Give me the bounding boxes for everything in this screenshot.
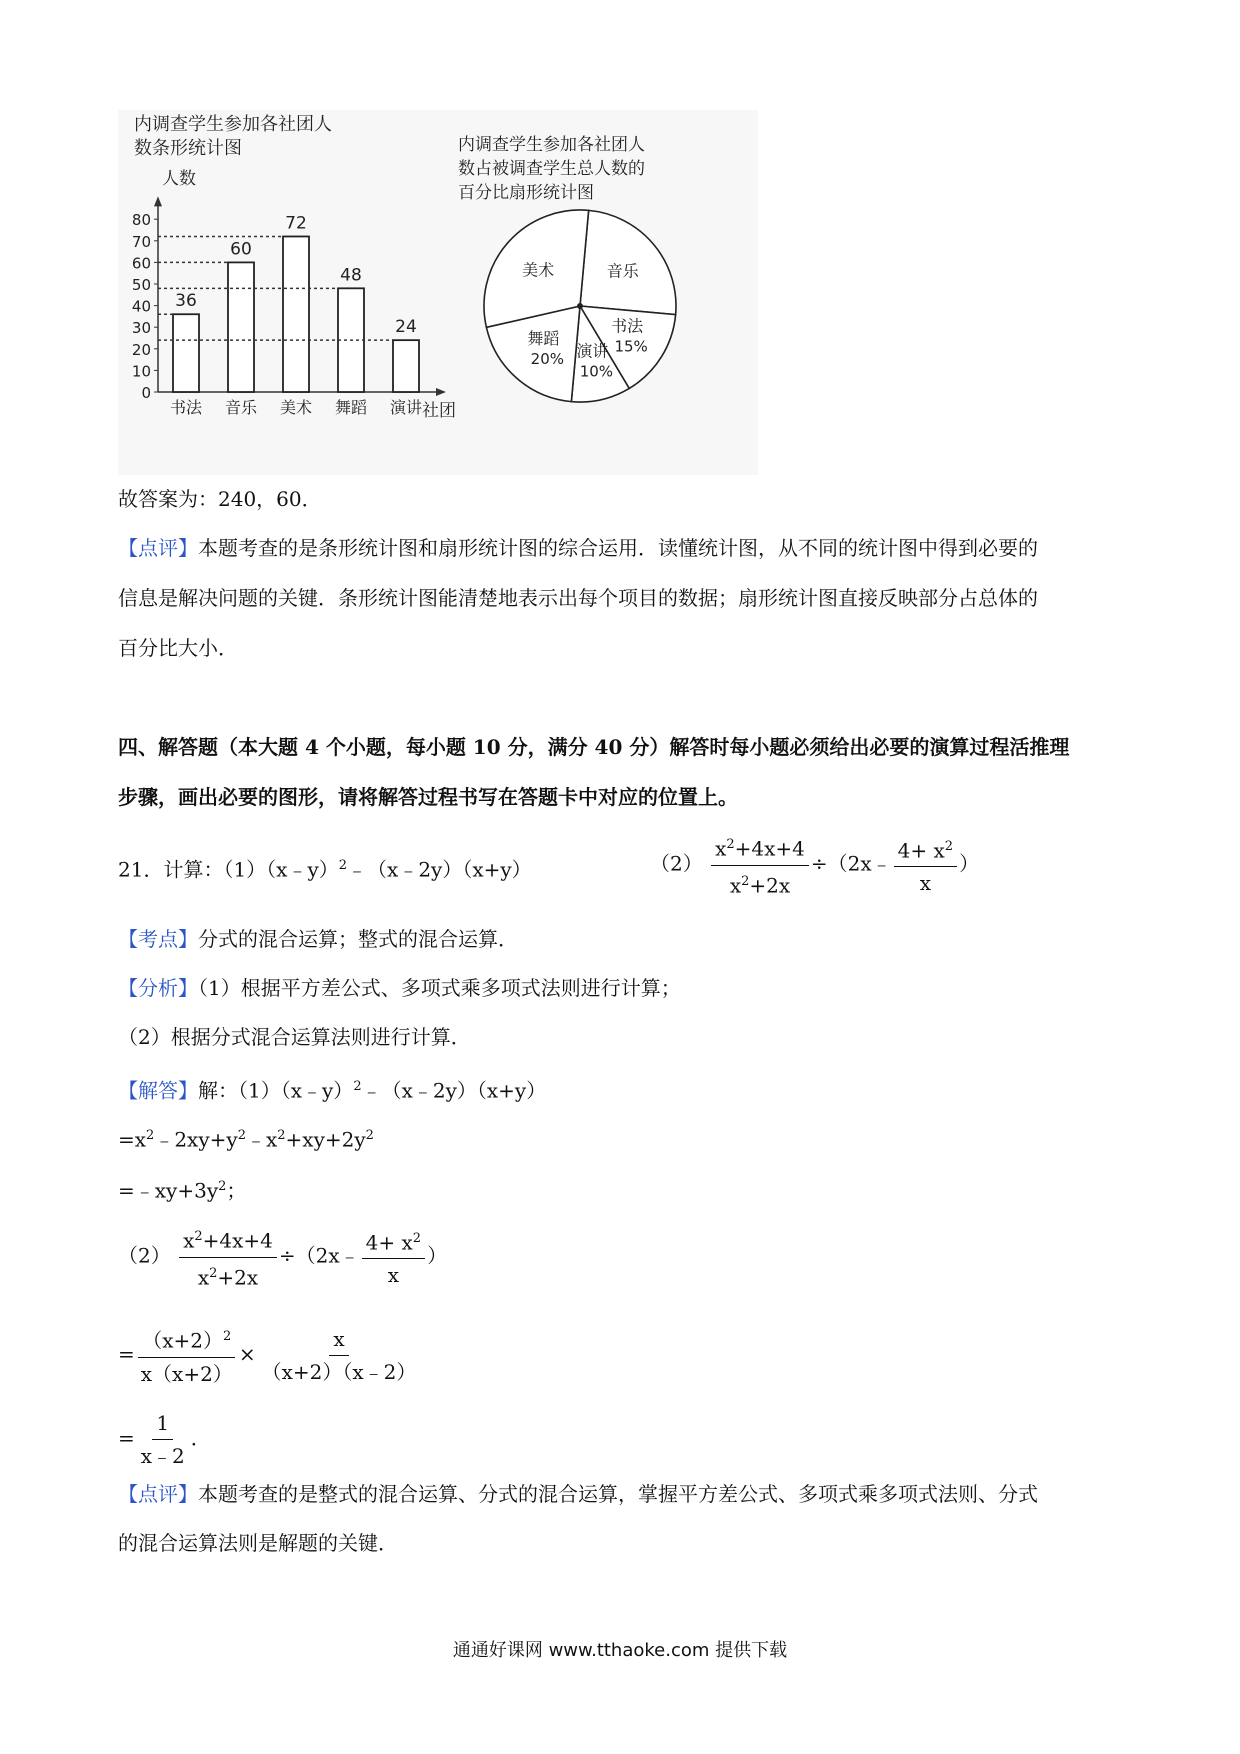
question-21-part-2 (650, 830, 979, 900)
bar-演讲 (393, 340, 419, 392)
x-axis-arrow (436, 388, 446, 396)
fraction-1-numerator: $x^2+4x+4$ (711, 830, 809, 866)
pie-percent-label: 10% (579, 362, 614, 381)
y-tick-label: 40 (131, 297, 151, 316)
y-tick-label: 10 (131, 362, 151, 381)
x-tick-label: 演讲 (389, 398, 423, 417)
pie-chart-title: 内调查学生参加各社团人 (458, 135, 645, 155)
pie-label: 舞蹈 (527, 328, 560, 348)
y-tick-label: 50 (131, 276, 151, 294)
fenxi-line-1 (118, 976, 681, 1000)
comment-paragraph-1 (118, 536, 1038, 560)
step3-fraction-2: $\frac{x}{(x+2)(x﹣2)}$ (258, 1324, 421, 1387)
comment2-line-2: 的混合运算法则是解题的关键． (118, 1531, 398, 1555)
step4-fraction: $\frac{1}{x﹣2}$ (137, 1408, 189, 1471)
bar-chart-title: 数条形统计图 (134, 138, 242, 159)
comment-line-2: 信息是解决问题的关键．条形统计图能清楚地表示出每个项目的数据；扇形统计图直接反映部分占总体的 (118, 586, 1038, 610)
x-axis-label: 社团 (422, 401, 456, 421)
bar-美术 (283, 236, 309, 392)
y-tick-label: 20 (131, 340, 151, 359)
fraction-1-denominator: $x^2+2x$ (729, 873, 791, 898)
bar-书法 (173, 314, 199, 392)
pie-label: 美术 (522, 260, 555, 280)
y-tick-label: 60 (131, 254, 151, 273)
pie-chart-title: 百分比扇形统计图 (458, 183, 594, 203)
q21-rest: ﹣（x﹣2y）（x+y） (347, 857, 532, 882)
bar-value-label: 60 (230, 239, 252, 260)
pie-percent-label: 15% (614, 337, 648, 356)
comment-text: 本题考查的是条形统计图和扇形统计图的综合运用．读懂统计图，从不同的统计图中得到必要的 (198, 536, 1038, 560)
bar-value-label: 24 (395, 317, 417, 338)
bar-value-label: 48 (340, 265, 362, 286)
fraction-2-denominator: x (919, 871, 932, 896)
statistics-figure (118, 110, 758, 475)
bar-value-label: 72 (285, 213, 307, 234)
section-heading-line-2: 步骤，画出必要的图形，请将解答过程书写在答题卡中对应的位置上。 (118, 785, 738, 809)
comment-tag: 【点评】 (118, 536, 198, 560)
bar-chart-title: 内调查学生参加各社团人 (134, 114, 332, 135)
close-paren: ） (959, 851, 980, 876)
pie-label: 音乐 (606, 261, 639, 281)
x-tick-label: 美术 (279, 398, 313, 417)
y-tick-label: 70 (131, 232, 151, 251)
division-open: ÷（2x﹣ (810, 851, 892, 876)
x-tick-label: 书法 (169, 398, 203, 417)
comment-paragraph-2: 【点评】本题考查的是整式的混合运算、分式的混合运算，掌握平方差公式、多项式乘多项式法则、分式 (118, 1482, 1038, 1506)
pie-label: 书法 (611, 316, 644, 336)
bar-value-label: 36 (175, 291, 197, 312)
bar-音乐 (228, 262, 254, 392)
y-tick-label: 0 (141, 384, 151, 402)
fraction-2-numerator: $4+ x^2$ (894, 832, 957, 868)
jieda-line: 【解答】解：（1）（x﹣y）$^2$﹣（x﹣2y）（x+y） (118, 1078, 547, 1103)
q21-prefix: 21．计算：（1）（x﹣y） (118, 857, 339, 882)
jieda-tag: 【解答】 (118, 1078, 198, 1103)
y-axis-label: 人数 (162, 169, 196, 189)
solution-step-2: $=﹣xy+3y^2$； (118, 1178, 247, 1203)
comment2-tag: 【点评】 (118, 1482, 198, 1506)
x-tick-label: 音乐 (224, 398, 258, 417)
q21-exponent: 2 (338, 858, 348, 873)
x-tick-label: 舞蹈 (334, 398, 368, 417)
step3-fraction-1: $\frac{(x+2)^2}{x(x+2)}$ (137, 1322, 237, 1389)
question-21 (118, 854, 532, 882)
answer-line: 故答案为：240，60． (118, 487, 322, 511)
fenxi-line-2: （2）根据分式混合运算法则进行计算． (118, 1025, 471, 1049)
y-tick-label: 80 (131, 211, 151, 230)
fenxi-tag: 【分析】 (118, 976, 198, 1000)
pie-center (577, 303, 583, 309)
kaodian-tag: 【考点】 (118, 927, 198, 951)
solution-step-4: = $\frac{1}{x﹣2}$ ． (118, 1408, 211, 1471)
q21-part2-label: （2） (650, 851, 703, 876)
pie-percent-label: 20% (530, 349, 565, 368)
y-axis-arrow (154, 196, 162, 206)
pie-label: 演讲 (576, 341, 609, 361)
fraction-1 (711, 830, 809, 900)
kaodian-line (118, 927, 518, 951)
section-heading-line-1: 四、解答题（本大题 4 个小题，每小题 10 分，满分 40 分）解答时每小题必须给出必要的演算过程活推理 (118, 735, 1070, 759)
pie-chart-title: 数占被调查学生总人数的 (458, 159, 645, 179)
y-tick-label: 30 (131, 319, 151, 338)
solution-step-3: = $\frac{(x+2)^2}{x(x+2)}$ × $\frac{x}{(x+2)(x﹣2)}$ (118, 1322, 422, 1389)
charts-canvas (118, 110, 758, 475)
fraction-2 (894, 832, 957, 899)
solution-step-1: $=x^2﹣2xy+y^2﹣x^2+xy+2y^2$ (118, 1127, 374, 1152)
fenxi-text-1: （1）根据平方差公式、多项式乘多项式法则进行计算； (198, 976, 681, 1000)
page-footer: 通通好课网 www.tthaoke.com 提供下载 (452, 1640, 788, 1661)
solution-part-2-expression: （2） $\frac{x^2+4x+4}{x^2+2x}$ ÷（2x﹣ $\frac{4+ x^2}{x}$ ） (118, 1222, 447, 1292)
comment-line-3: 百分比大小． (118, 636, 238, 660)
kaodian-text: 分式的混合运算；整式的混合运算． (198, 927, 518, 951)
